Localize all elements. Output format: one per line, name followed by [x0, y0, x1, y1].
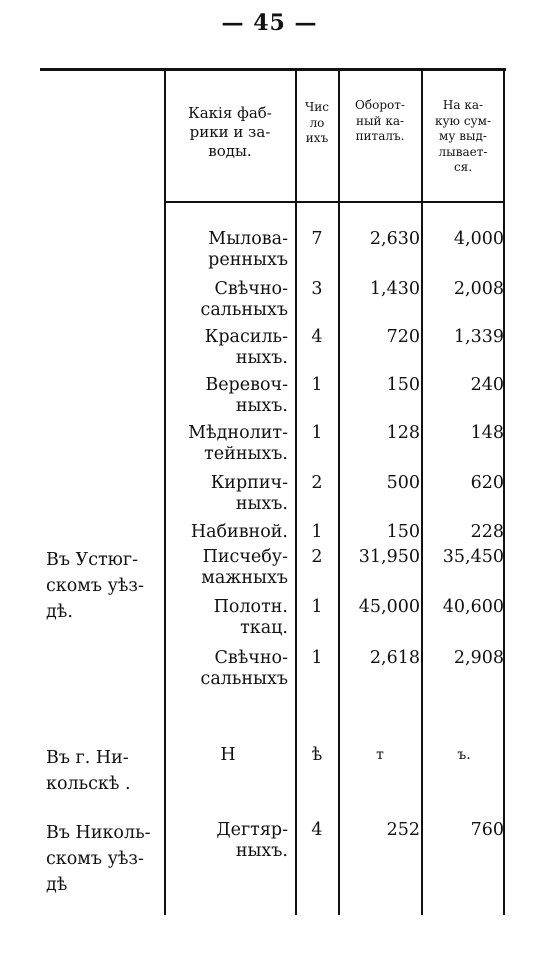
factory-count: 2 [311, 547, 323, 567]
factory-count: 2 [311, 473, 323, 493]
factory-count: 1 [311, 648, 323, 668]
factory-type: Полотн. ткац. [213, 597, 288, 638]
factory-type: Писчебу- мажныхъ [201, 547, 288, 588]
capital-value: т [376, 747, 384, 763]
capital-value: 45,000 [358, 597, 420, 617]
factory-type: Мылова- ренныхъ [208, 229, 288, 270]
table-top-rule [40, 68, 506, 71]
sales-value: 760 [470, 820, 504, 840]
factory-count: 1 [311, 423, 323, 443]
capital-value: 500 [386, 473, 420, 493]
header-capital: Оборот- ный ка- питалъ. [355, 98, 405, 144]
factory-count: 4 [311, 327, 323, 347]
header-count: Чис ло ихъ [305, 100, 329, 146]
factory-type: Дегтяр- ныхъ. [216, 820, 288, 861]
region-label: Въ Николь- скомъ уѣз- дѣ [46, 823, 151, 895]
capital-value: 128 [386, 423, 420, 443]
factory-type: Мѣднолит- тейныхъ. [188, 423, 288, 464]
sales-value: 35,450 [442, 547, 504, 567]
factory-count: 1 [311, 597, 323, 617]
factory-type: Веревоч- ныхъ. [205, 375, 288, 416]
page-number: — 45 — [221, 10, 318, 36]
header-sales: На ка- кую сум- му выд- лывает- ся. [435, 98, 491, 175]
sales-value: 2,908 [453, 648, 504, 668]
capital-value: 720 [386, 327, 420, 347]
capital-value: 1,430 [369, 279, 420, 299]
sales-value: 40,600 [442, 597, 504, 617]
factory-type: Набивной. [190, 522, 288, 542]
factory-count: 4 [311, 820, 323, 840]
column-divider [421, 71, 423, 915]
header-bottom-rule [166, 201, 504, 203]
region-label: Въ г. Ни- кольскѣ . [46, 748, 131, 794]
sales-value: ъ. [457, 747, 471, 763]
column-divider [295, 71, 297, 915]
sales-value: 240 [470, 375, 504, 395]
factory-count: 1 [311, 375, 323, 395]
factory-count: ѣ [311, 745, 323, 765]
sales-value: 4,000 [453, 229, 504, 249]
factory-type: Свѣчно- сальныхъ [200, 648, 288, 689]
factory-count: 7 [311, 229, 323, 249]
factory-type: Кирпич- ныхъ. [210, 473, 288, 514]
capital-value: 150 [386, 522, 420, 542]
factory-type: Н [220, 745, 236, 765]
factory-type: Свѣчно- сальныхъ [200, 279, 288, 320]
sales-value: 2,008 [453, 279, 504, 299]
factory-count: 1 [311, 522, 323, 542]
factory-count: 3 [311, 279, 323, 299]
factory-type: Красиль- ныхъ. [204, 327, 288, 368]
sales-value: 148 [470, 423, 504, 443]
sales-value: 228 [470, 522, 504, 542]
header-factories: Какія фаб- рики и за- воды. [188, 104, 272, 160]
capital-value: 2,618 [369, 648, 420, 668]
sales-value: 1,339 [453, 327, 504, 347]
sales-value: 620 [470, 473, 504, 493]
capital-value: 31,950 [358, 547, 420, 567]
capital-value: 252 [386, 820, 420, 840]
region-label: Въ Устюг- скомъ уѣз- дѣ. [46, 550, 144, 622]
capital-value: 2,630 [369, 229, 420, 249]
column-divider [164, 71, 166, 915]
capital-value: 150 [386, 375, 420, 395]
